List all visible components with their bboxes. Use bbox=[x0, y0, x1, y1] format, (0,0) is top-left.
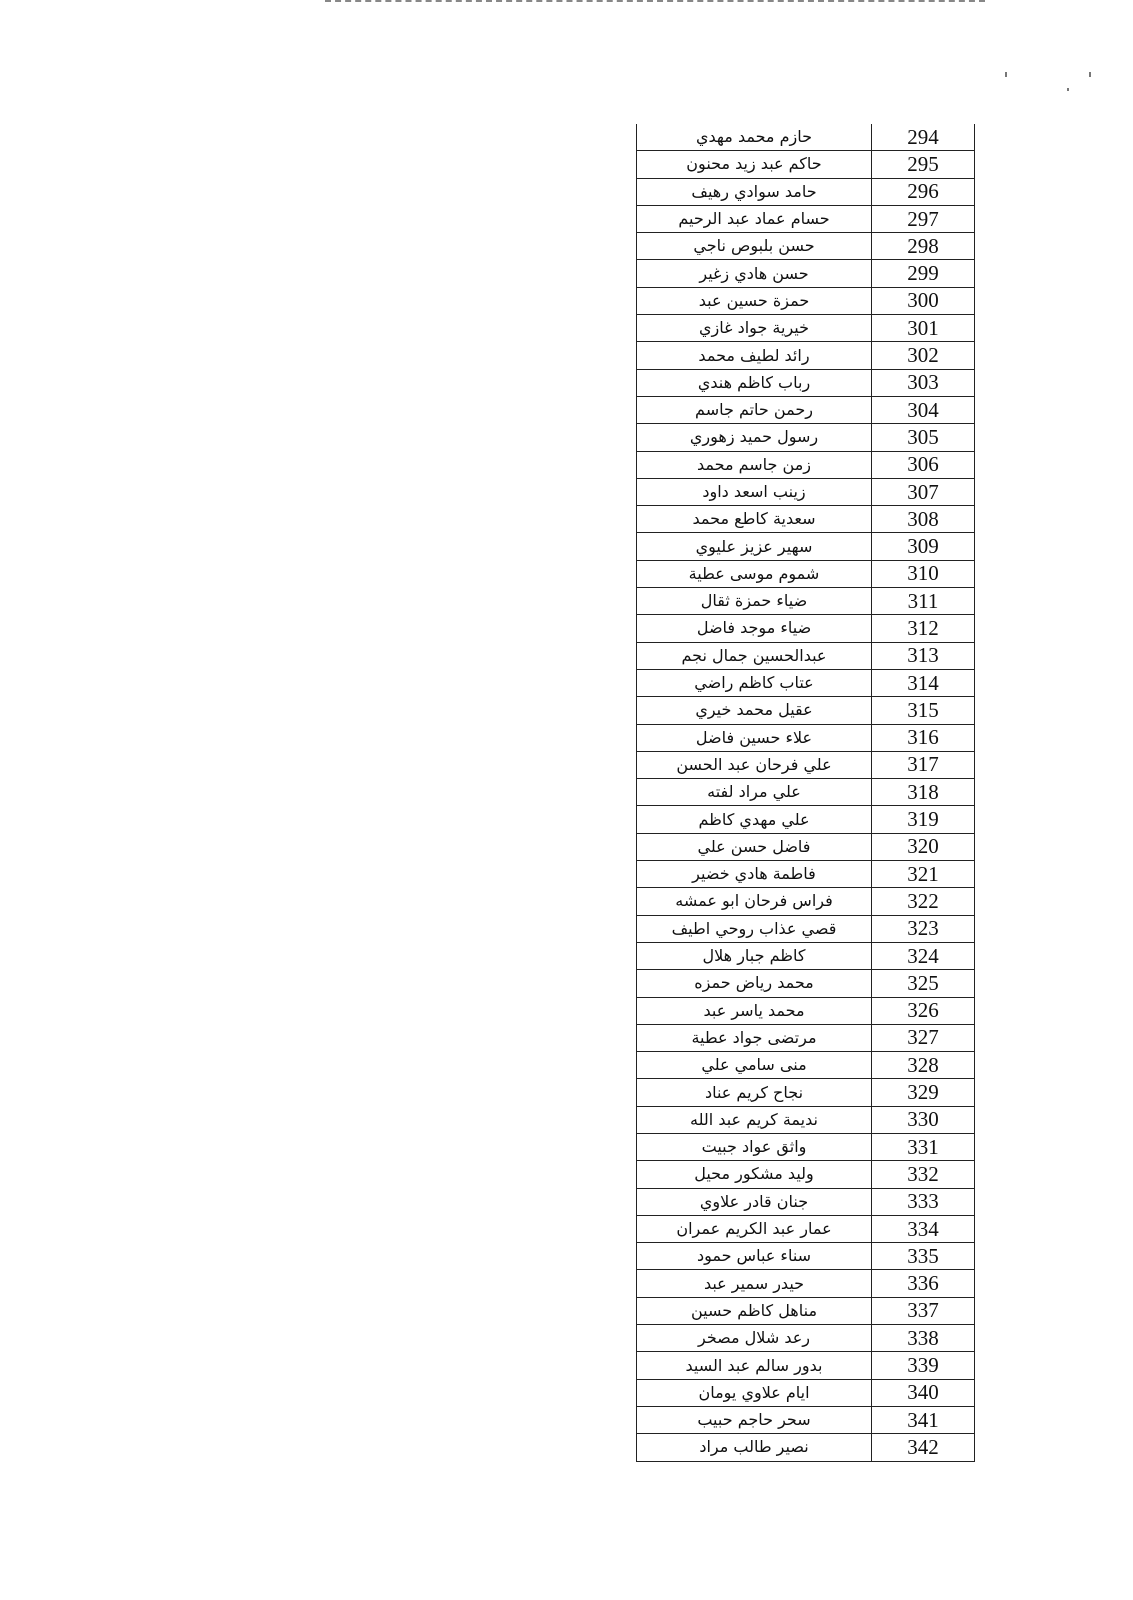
number-cell: 305 bbox=[872, 424, 975, 451]
name-cell: بدور سالم عبد السيد bbox=[637, 1352, 872, 1379]
table-row bbox=[637, 588, 975, 615]
scan-top-edge bbox=[325, 0, 985, 4]
name-cell: عتاب كاظم راضي bbox=[637, 669, 872, 696]
name-cell: فاطمة هادي خضير bbox=[637, 861, 872, 888]
table-row bbox=[637, 751, 975, 778]
number-cell: 307 bbox=[872, 478, 975, 505]
number-cell: 333 bbox=[872, 1188, 975, 1215]
name-cell: سناء عباس حمود bbox=[637, 1243, 872, 1270]
number-cell: 331 bbox=[872, 1133, 975, 1160]
table-row bbox=[637, 451, 975, 478]
number-cell: 341 bbox=[872, 1406, 975, 1433]
table-row bbox=[637, 1024, 975, 1051]
name-cell: مناهل كاظم حسين bbox=[637, 1297, 872, 1324]
name-cell: حاكم عبد زيد محنون bbox=[637, 151, 872, 178]
table-row bbox=[637, 970, 975, 997]
name-cell: رحمن حاتم جاسم bbox=[637, 396, 872, 423]
number-cell: 308 bbox=[872, 506, 975, 533]
name-cell: فراس فرحان ابو عمشه bbox=[637, 888, 872, 915]
name-cell: كاظم جبار هلال bbox=[637, 942, 872, 969]
scan-speck bbox=[1005, 72, 1007, 77]
table-row bbox=[637, 888, 975, 915]
table-row bbox=[637, 697, 975, 724]
number-cell: 317 bbox=[872, 751, 975, 778]
table-row bbox=[637, 1434, 975, 1461]
table-row bbox=[637, 396, 975, 423]
table-row bbox=[637, 287, 975, 314]
number-cell: 302 bbox=[872, 342, 975, 369]
name-cell: محمد ياسر عبد bbox=[637, 997, 872, 1024]
number-cell: 315 bbox=[872, 697, 975, 724]
name-cell: رائد لطيف محمد bbox=[637, 342, 872, 369]
number-cell: 306 bbox=[872, 451, 975, 478]
name-cell: خيرية جواد غازي bbox=[637, 315, 872, 342]
table-row bbox=[637, 342, 975, 369]
name-cell: علي مهدي كاظم bbox=[637, 806, 872, 833]
name-cell: حازم محمد مهدي bbox=[637, 124, 872, 151]
name-cell: مرتضى جواد عطية bbox=[637, 1024, 872, 1051]
name-cell: رعد شلال مصخر bbox=[637, 1325, 872, 1352]
number-cell: 325 bbox=[872, 970, 975, 997]
number-cell: 330 bbox=[872, 1106, 975, 1133]
number-cell: 327 bbox=[872, 1024, 975, 1051]
name-cell: منى سامي علي bbox=[637, 1052, 872, 1079]
table-row bbox=[637, 1052, 975, 1079]
name-cell: قصي عذاب روحي اطيف bbox=[637, 915, 872, 942]
names-table-body bbox=[637, 124, 975, 1461]
name-cell: جنان قادر علاوي bbox=[637, 1188, 872, 1215]
number-cell: 334 bbox=[872, 1215, 975, 1242]
number-cell: 312 bbox=[872, 615, 975, 642]
name-cell: عبدالحسين جمال نجم bbox=[637, 642, 872, 669]
number-cell: 318 bbox=[872, 779, 975, 806]
table-row bbox=[637, 1161, 975, 1188]
name-cell: زينب اسعد داود bbox=[637, 478, 872, 505]
table-row bbox=[637, 1215, 975, 1242]
number-cell: 340 bbox=[872, 1379, 975, 1406]
table-row bbox=[637, 1106, 975, 1133]
table-row bbox=[637, 1325, 975, 1352]
number-cell: 294 bbox=[872, 124, 975, 151]
table-row bbox=[637, 1133, 975, 1160]
name-cell: فاضل حسن علي bbox=[637, 833, 872, 860]
table-row bbox=[637, 506, 975, 533]
table-row bbox=[637, 779, 975, 806]
name-cell: حامد سوادي رهيف bbox=[637, 178, 872, 205]
number-cell: 298 bbox=[872, 233, 975, 260]
number-cell: 296 bbox=[872, 178, 975, 205]
number-cell: 321 bbox=[872, 861, 975, 888]
scan-speck bbox=[1067, 88, 1069, 91]
number-cell: 301 bbox=[872, 315, 975, 342]
name-cell: محمد رياض حمزه bbox=[637, 970, 872, 997]
number-cell: 313 bbox=[872, 642, 975, 669]
table-row bbox=[637, 642, 975, 669]
table-row bbox=[637, 1352, 975, 1379]
name-cell: رسول حميد زهوري bbox=[637, 424, 872, 451]
table-row bbox=[637, 833, 975, 860]
table-row bbox=[637, 1079, 975, 1106]
number-cell: 314 bbox=[872, 669, 975, 696]
name-cell: ضياء موجد فاضل bbox=[637, 615, 872, 642]
number-cell: 320 bbox=[872, 833, 975, 860]
table-row bbox=[637, 315, 975, 342]
name-cell: علي فرحان عبد الحسن bbox=[637, 751, 872, 778]
table-row bbox=[637, 233, 975, 260]
number-cell: 316 bbox=[872, 724, 975, 751]
number-cell: 295 bbox=[872, 151, 975, 178]
table-row bbox=[637, 1379, 975, 1406]
name-cell: سهير عزيز عليوي bbox=[637, 533, 872, 560]
names-table bbox=[636, 124, 975, 1462]
number-cell: 300 bbox=[872, 287, 975, 314]
name-cell: حمزة حسين عبد bbox=[637, 287, 872, 314]
scan-speck bbox=[1089, 72, 1091, 77]
name-cell: نديمة كريم عبد الله bbox=[637, 1106, 872, 1133]
number-cell: 336 bbox=[872, 1270, 975, 1297]
table-row bbox=[637, 533, 975, 560]
number-cell: 324 bbox=[872, 942, 975, 969]
name-cell: ضياء حمزة ثقال bbox=[637, 588, 872, 615]
name-cell: علي مراد لفته bbox=[637, 779, 872, 806]
table-row bbox=[637, 260, 975, 287]
table-row bbox=[637, 124, 975, 151]
table-row bbox=[637, 1406, 975, 1433]
number-cell: 342 bbox=[872, 1434, 975, 1461]
name-cell: سحر حاجم حبيب bbox=[637, 1406, 872, 1433]
number-cell: 310 bbox=[872, 560, 975, 587]
table-row bbox=[637, 1297, 975, 1324]
table-row bbox=[637, 1243, 975, 1270]
number-cell: 297 bbox=[872, 205, 975, 232]
table-row bbox=[637, 178, 975, 205]
table-row bbox=[637, 806, 975, 833]
table-row bbox=[637, 997, 975, 1024]
name-cell: نجاح كريم عناد bbox=[637, 1079, 872, 1106]
number-cell: 304 bbox=[872, 396, 975, 423]
name-cell: واثق عواد جبيت bbox=[637, 1133, 872, 1160]
name-cell: حيدر سمير عبد bbox=[637, 1270, 872, 1297]
number-cell: 322 bbox=[872, 888, 975, 915]
name-cell: رباب كاظم هندي bbox=[637, 369, 872, 396]
table-row bbox=[637, 615, 975, 642]
table-row bbox=[637, 424, 975, 451]
number-cell: 299 bbox=[872, 260, 975, 287]
number-cell: 335 bbox=[872, 1243, 975, 1270]
name-cell: عمار عبد الكريم عمران bbox=[637, 1215, 872, 1242]
number-cell: 303 bbox=[872, 369, 975, 396]
table-row bbox=[637, 1188, 975, 1215]
table-row bbox=[637, 915, 975, 942]
number-cell: 319 bbox=[872, 806, 975, 833]
name-cell: نصير طالب مراد bbox=[637, 1434, 872, 1461]
table-row bbox=[637, 1270, 975, 1297]
table-row bbox=[637, 151, 975, 178]
number-cell: 332 bbox=[872, 1161, 975, 1188]
name-cell: عقيل محمد خيري bbox=[637, 697, 872, 724]
table-row bbox=[637, 669, 975, 696]
table-row bbox=[637, 942, 975, 969]
table-row bbox=[637, 369, 975, 396]
number-cell: 338 bbox=[872, 1325, 975, 1352]
name-cell: شموم موسى عطية bbox=[637, 560, 872, 587]
number-cell: 326 bbox=[872, 997, 975, 1024]
name-cell: حسن بلبوص ناجي bbox=[637, 233, 872, 260]
table-row bbox=[637, 560, 975, 587]
table-row bbox=[637, 478, 975, 505]
name-cell: زمن جاسم محمد bbox=[637, 451, 872, 478]
name-cell: وليد مشكور محيل bbox=[637, 1161, 872, 1188]
table-row bbox=[637, 861, 975, 888]
name-cell: سعدية كاطع محمد bbox=[637, 506, 872, 533]
number-cell: 329 bbox=[872, 1079, 975, 1106]
number-cell: 309 bbox=[872, 533, 975, 560]
number-cell: 337 bbox=[872, 1297, 975, 1324]
table-row bbox=[637, 205, 975, 232]
table-row bbox=[637, 724, 975, 751]
number-cell: 328 bbox=[872, 1052, 975, 1079]
name-cell: حسام عماد عبد الرحيم bbox=[637, 205, 872, 232]
number-cell: 339 bbox=[872, 1352, 975, 1379]
name-cell: علاء حسين فاضل bbox=[637, 724, 872, 751]
name-cell: ايام علاوي يومان bbox=[637, 1379, 872, 1406]
name-cell: حسن هادي زغير bbox=[637, 260, 872, 287]
number-cell: 323 bbox=[872, 915, 975, 942]
number-cell: 311 bbox=[872, 588, 975, 615]
